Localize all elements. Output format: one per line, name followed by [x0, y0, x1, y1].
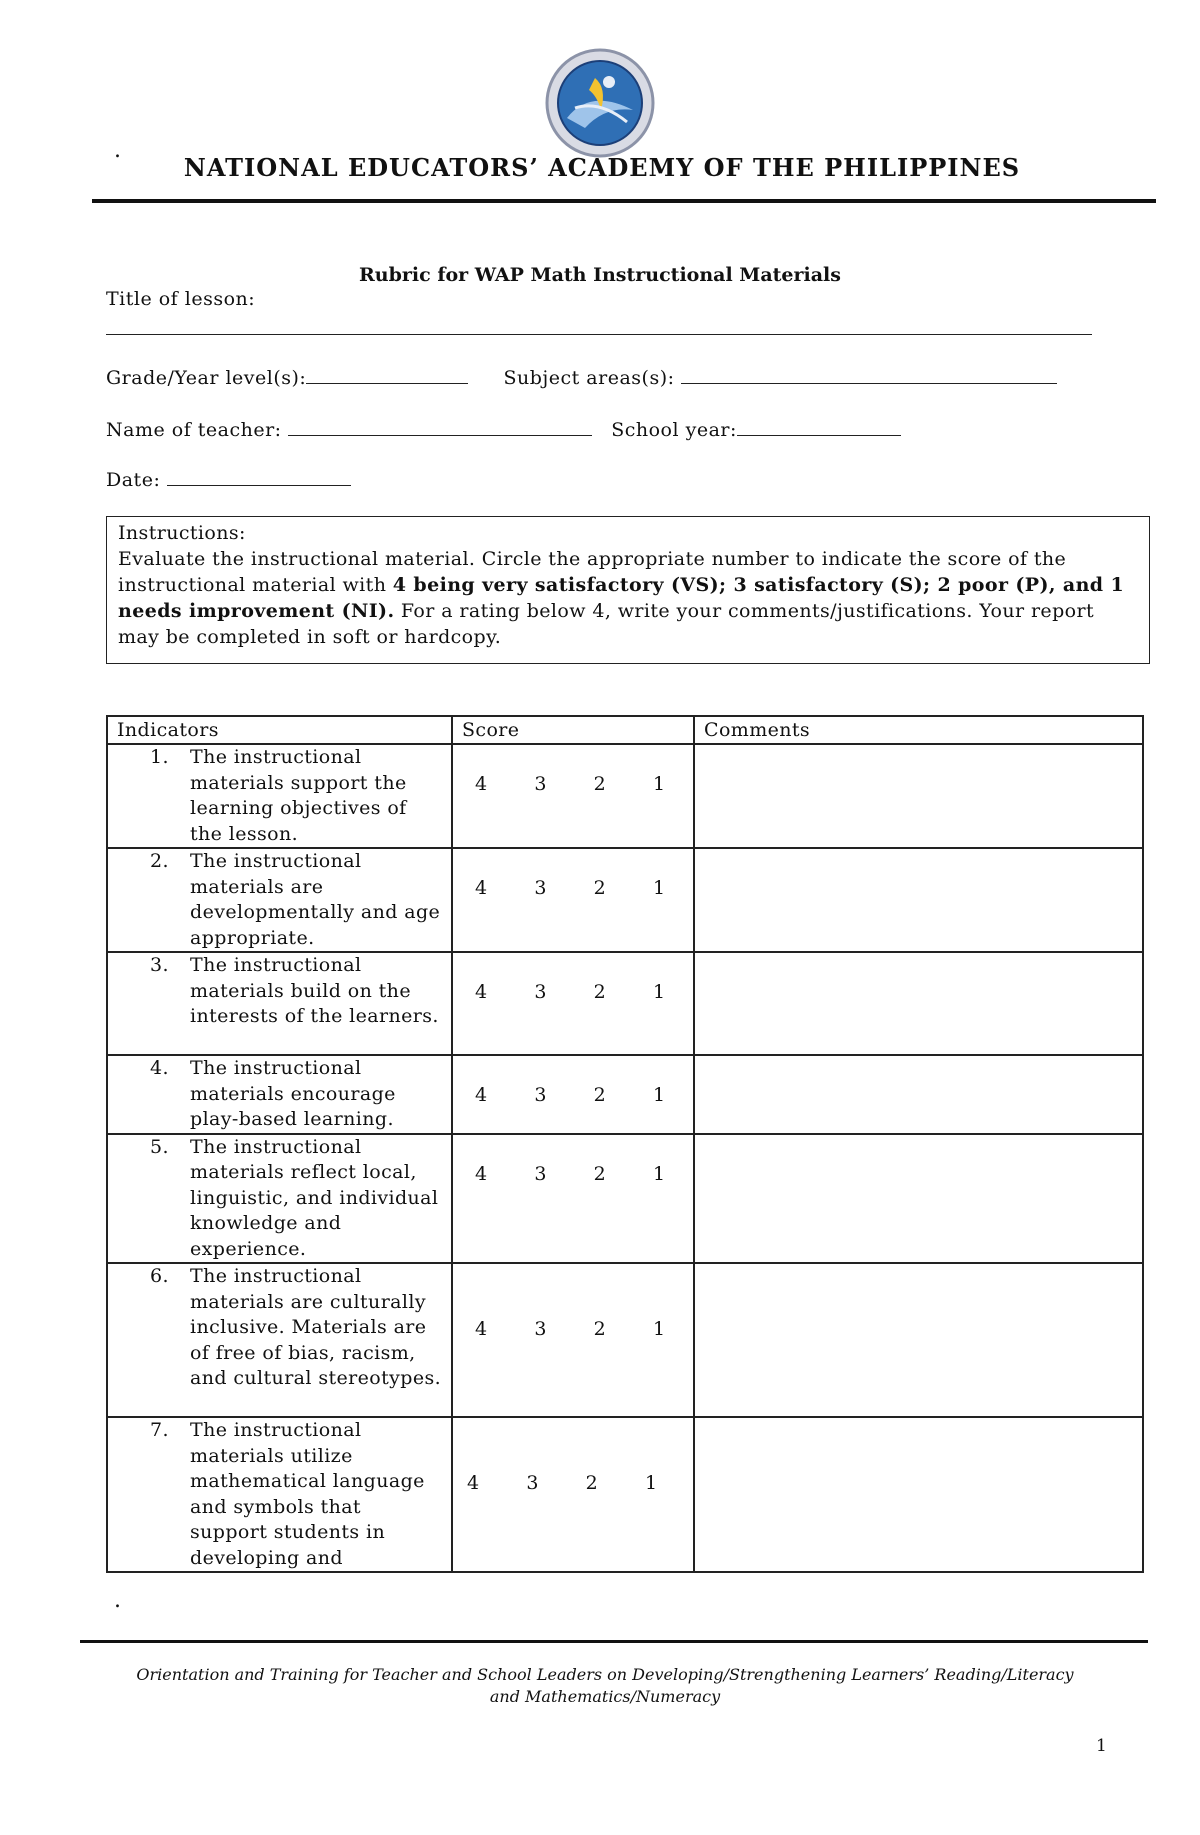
grade-subject-row: [106, 365, 1057, 389]
table-row: [107, 1055, 1143, 1134]
rubric-table-body: [107, 744, 1143, 1572]
header-rule: [92, 199, 1156, 203]
score-option-2[interactable]: 2: [593, 1162, 607, 1185]
score-cell: [452, 848, 694, 952]
score-option-4[interactable]: 4: [475, 1318, 488, 1340]
score-option-2[interactable]: 2: [593, 1084, 607, 1106]
score-option-1[interactable]: 1: [652, 1318, 666, 1340]
score-cell: [452, 1055, 694, 1134]
comment-cell[interactable]: [694, 848, 1143, 952]
indicator-cell: [107, 744, 452, 848]
table-header-row: [107, 716, 1143, 744]
header-comments: Comments: [694, 716, 1143, 744]
score-option-3[interactable]: 3: [534, 1162, 547, 1185]
rubric-table: [106, 715, 1144, 1573]
page-number: 1: [1096, 1736, 1107, 1756]
indicator-number: 6.: [150, 1265, 169, 1287]
header-dot: .: [114, 138, 121, 163]
indicator-cell: [107, 1263, 452, 1417]
score-option-1[interactable]: 1: [652, 1084, 666, 1106]
indicator-number: 3.: [150, 954, 169, 976]
table-row: [107, 744, 1143, 848]
score-cell: [452, 744, 694, 848]
comment-cell[interactable]: [694, 1134, 1143, 1264]
table-row: [107, 848, 1143, 952]
subject-label: Subject areas(s):: [503, 367, 675, 389]
instructions-box: [106, 516, 1150, 664]
date-row: [106, 467, 351, 491]
indicator-cell: [107, 1134, 452, 1264]
score-option-3[interactable]: 3: [534, 1318, 547, 1340]
indicator-text: The instructional materials are developmentally and age appropriate.: [190, 850, 441, 949]
indicator-text: The instructional materials encourage play-based learning.: [190, 1057, 396, 1130]
score-option-1[interactable]: 1: [652, 877, 666, 899]
document-title: Rubric for WAP Math Instructional Materials: [359, 264, 841, 286]
footer-line-2: and Mathematics/Numeracy: [489, 1687, 721, 1706]
score-cell: [452, 1417, 694, 1572]
header-indicators: Indicators: [107, 716, 452, 744]
score-option-2[interactable]: 2: [593, 981, 607, 1003]
table-row: [107, 1263, 1143, 1417]
score-option-4[interactable]: 4: [467, 1472, 480, 1494]
header-score: Score: [452, 716, 694, 744]
indicator-number: 1.: [150, 746, 169, 768]
indicator-number: 7.: [150, 1419, 169, 1441]
score-cell: [452, 952, 694, 1055]
comment-cell[interactable]: [694, 1417, 1143, 1572]
score-option-2[interactable]: 2: [593, 877, 607, 899]
comment-cell[interactable]: [694, 1263, 1143, 1417]
score-option-1[interactable]: 1: [644, 1472, 658, 1494]
school-year-field[interactable]: [737, 417, 901, 436]
date-field[interactable]: [167, 467, 351, 486]
lesson-title-field[interactable]: [106, 334, 1092, 335]
indicator-text: The instructional materials utilize mathematical language and symbols that support students in developing and: [190, 1419, 425, 1569]
indicator-cell: [107, 1055, 452, 1134]
score-option-3[interactable]: 3: [534, 877, 547, 899]
grade-field[interactable]: [306, 365, 468, 384]
comment-cell[interactable]: [694, 1055, 1143, 1134]
lesson-title-label: Title of lesson:: [106, 288, 256, 310]
date-label: Date:: [106, 469, 161, 491]
indicator-number: 5.: [150, 1135, 169, 1158]
indicator-text: The instructional materials support the learning objectives of the lesson.: [190, 746, 407, 845]
subject-field[interactable]: [681, 365, 1057, 384]
score-option-3[interactable]: 3: [534, 1084, 547, 1106]
school-year-label: School year:: [611, 419, 737, 441]
score-option-2[interactable]: 2: [585, 1472, 599, 1494]
score-option-1[interactable]: 1: [652, 773, 666, 795]
comment-cell[interactable]: [694, 744, 1143, 848]
indicator-text: The instructional materials build on the interests of the learners.: [190, 954, 439, 1027]
teacher-field[interactable]: [288, 417, 592, 436]
table-row: [107, 1134, 1143, 1264]
footer-line-1: Orientation and Training for Teacher and School Leaders on Developing/Strengthening Learners’ Reading/Literacy: [136, 1665, 1074, 1684]
score-option-1[interactable]: 1: [652, 981, 666, 1003]
instructions-body: Evaluate the instructional material. Circle the appropriate number to indicate the score of the instructional material with 4 being very satisfactory (VS); 3 satisfactory (S); 2 poor (P), and 1 needs improvement (NI). For a rating below 4, write your comments/justifications. Your report may be completed in soft or hardcopy.: [118, 548, 1125, 648]
score-option-2[interactable]: 2: [593, 1318, 607, 1340]
score-cell: [452, 1263, 694, 1417]
indicator-cell: [107, 1417, 452, 1572]
score-option-1[interactable]: 1: [652, 1162, 666, 1185]
table-row: [107, 952, 1143, 1055]
score-option-4[interactable]: 4: [475, 981, 488, 1003]
teacher-label: Name of teacher:: [106, 419, 282, 441]
score-option-3[interactable]: 3: [526, 1472, 539, 1494]
indicator-text: The instructional materials reflect local, linguistic, and individual knowledge and experience.: [190, 1135, 439, 1260]
teacher-schoolyear-row: [106, 417, 901, 441]
footer-dot: .: [114, 1588, 121, 1613]
grade-label: Grade/Year level(s):: [106, 367, 307, 389]
table-row: [107, 1417, 1143, 1572]
instructions-heading: Instructions:: [118, 522, 246, 544]
indicator-number: 2.: [150, 850, 169, 872]
footer-rule: [80, 1640, 1148, 1643]
indicator-cell: [107, 952, 452, 1055]
indicator-text: The instructional materials are culturally inclusive. Materials are of free of bias, racism, and cultural stereotypes.: [190, 1265, 442, 1389]
indicator-number: 4.: [150, 1057, 169, 1079]
score-option-3[interactable]: 3: [534, 981, 547, 1003]
footer-text: [100, 1664, 1110, 1708]
score-option-4[interactable]: 4: [475, 1162, 488, 1185]
score-option-2[interactable]: 2: [593, 773, 607, 795]
score-option-4[interactable]: 4: [475, 877, 488, 899]
score-option-3[interactable]: 3: [534, 773, 547, 795]
comment-cell[interactable]: [694, 952, 1143, 1055]
indicator-cell: [107, 848, 452, 952]
score-option-4[interactable]: 4: [475, 773, 488, 795]
neap-seal-logo-icon: [545, 48, 655, 158]
score-cell: [452, 1134, 694, 1264]
organization-name: NATIONAL EDUCATORS’ ACADEMY OF THE PHILIPPINES: [183, 153, 1021, 182]
score-option-4[interactable]: 4: [475, 1084, 488, 1106]
